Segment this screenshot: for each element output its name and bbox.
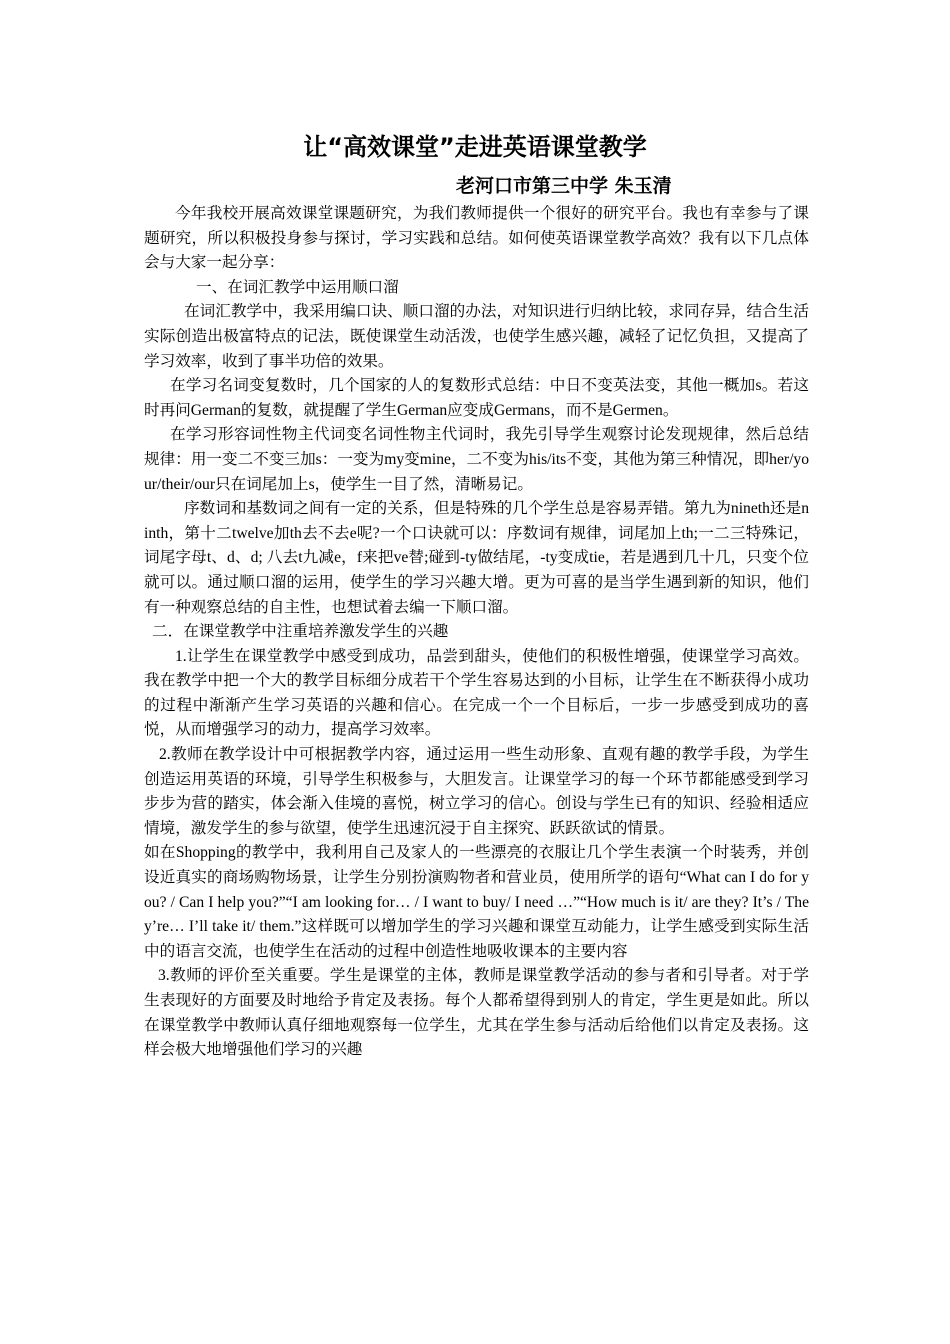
body-paragraph: 序数词和基数词之间有一定的关系，但是特殊的几个学生总是容易弄错。第九为nineth还是ninth，第十二twelve加th去不去e呢?一个口诀就可以：序数词有规律，词尾加上th;一二三特殊记，词尾字母t、d、d; 八去t九减e，f来把ve替;碰到-ty做结尾，-ty变成tie，若是遇到几十几，只变个位就可以。通过顺口溜的运用，使学生的学习兴趣大增。更为可喜的是当学生遇到新的知识，他们有一种观察总结的自主性，也想试着去编一下顺口溜。 (144, 500, 809, 616)
section-heading-interest: 二．在课堂教学中注重培养激发学生的兴趣 (152, 623, 449, 641)
body-paragraph: 在学习名词变复数时，几个国家的人的复数形式总结：中日不变英法变，其他一概加s。若这时再问German的复数，就提醒了学生German应变成Germans，而不是Germen。 (144, 377, 809, 419)
body-paragraph: 如在Shopping的教学中，我利用自己及家人的一些漂亮的衣服让几个学生表演一个时装秀，并创设近真实的商场购物场景，让学生分别扮演购物者和营业员，使用所学的语句“What can I do for you? / Can I help you?”“I am looking for… / I want to buy/ I need …”“How much is it/ are they? It’s / They’re… I’ll take it/ them.”这样既可以增加学生的学习兴趣和课堂互动能力，让学生感受到实际生活中的语言交流，也使学生在活动的过程中创造性地吸收课本的主要内容 (144, 844, 809, 960)
body-paragraph: 2.教师在教学设计中可根据教学内容，通过运用一些生动形象、直观有趣的教学手段，为学生创造运用英语的环境，引导学生积极参与，大胆发言。让课堂学习的每一个环节都能感受到学习步步为营的踏实，体会渐入佳境的喜悦，树立学习的信心。创设与学生已有的知识、经验相适应情境，激发学生的参与欲望，使学生迅速沉浸于自主探究、跃跃欲试的情景。 (144, 746, 809, 837)
body-paragraph: 1.让学生在课堂教学中感受到成功，品尝到甜头，使他们的积极性增强，使课堂学习高效。我在教学中把一个大的教学目标细分成若干个学生容易达到的小目标，让学生在不断获得小成功的过程中渐渐产生学习英语的兴趣和信心。在完成一个一个目标后，一步一步感受到成功的喜悦，从而增强学习的动力，提高学习效率。 (144, 647, 809, 739)
author-line: 老河口市第三中学 朱玉清 (456, 175, 672, 197)
intro-paragraph: 今年我校开展高效课堂课题研究，为我们教师提供一个很好的研究平台。我也有幸参与了课题研究，所以积极投身参与探讨，学习实践和总结。如何使英语课堂教学高效？我有以下几点体会与大家一起分享： (144, 205, 809, 272)
body-paragraph: 3.教师的评价至关重要。学生是课堂的主体，教师是课堂教学活动的参与者和引导者。对于学生表现好的方面要及时地给予肯定及表扬。每个人都希望得到别人的肯定，学生更是如此。所以在课堂教学中教师认真仔细地观察每一位学生，尤其在学生参与活动后给他们以肯定及表扬。这样会极大地增强他们学习的兴趣 (144, 967, 809, 1059)
body-paragraph: 在学习形容词性物主代词变名词性物主代词时，我先引导学生观察讨论发现规律，然后总结规律：用一变二不变三加s：一变为my变mine，二不变为his/its不变，其他为第三种情况，即her/your/their/our只在词尾加上s，使学生一目了然，清晰易记。 (144, 426, 809, 493)
document-body (144, 202, 809, 1063)
body-paragraph: 在词汇教学中，我采用编口诀、顺口溜的办法，对知识进行归纳比较，求同存异，结合生活实际创造出极富特点的记法，既使课堂生动活泼，也使学生感兴趣，减轻了记忆负担，又提高了学习效率，收到了事半功倍的效果。 (144, 303, 809, 370)
document-title: 让“高效课堂”走进英语课堂教学 (303, 133, 647, 161)
section-heading-vocabulary: 一、在词汇教学中运用顺口溜 (196, 278, 399, 296)
